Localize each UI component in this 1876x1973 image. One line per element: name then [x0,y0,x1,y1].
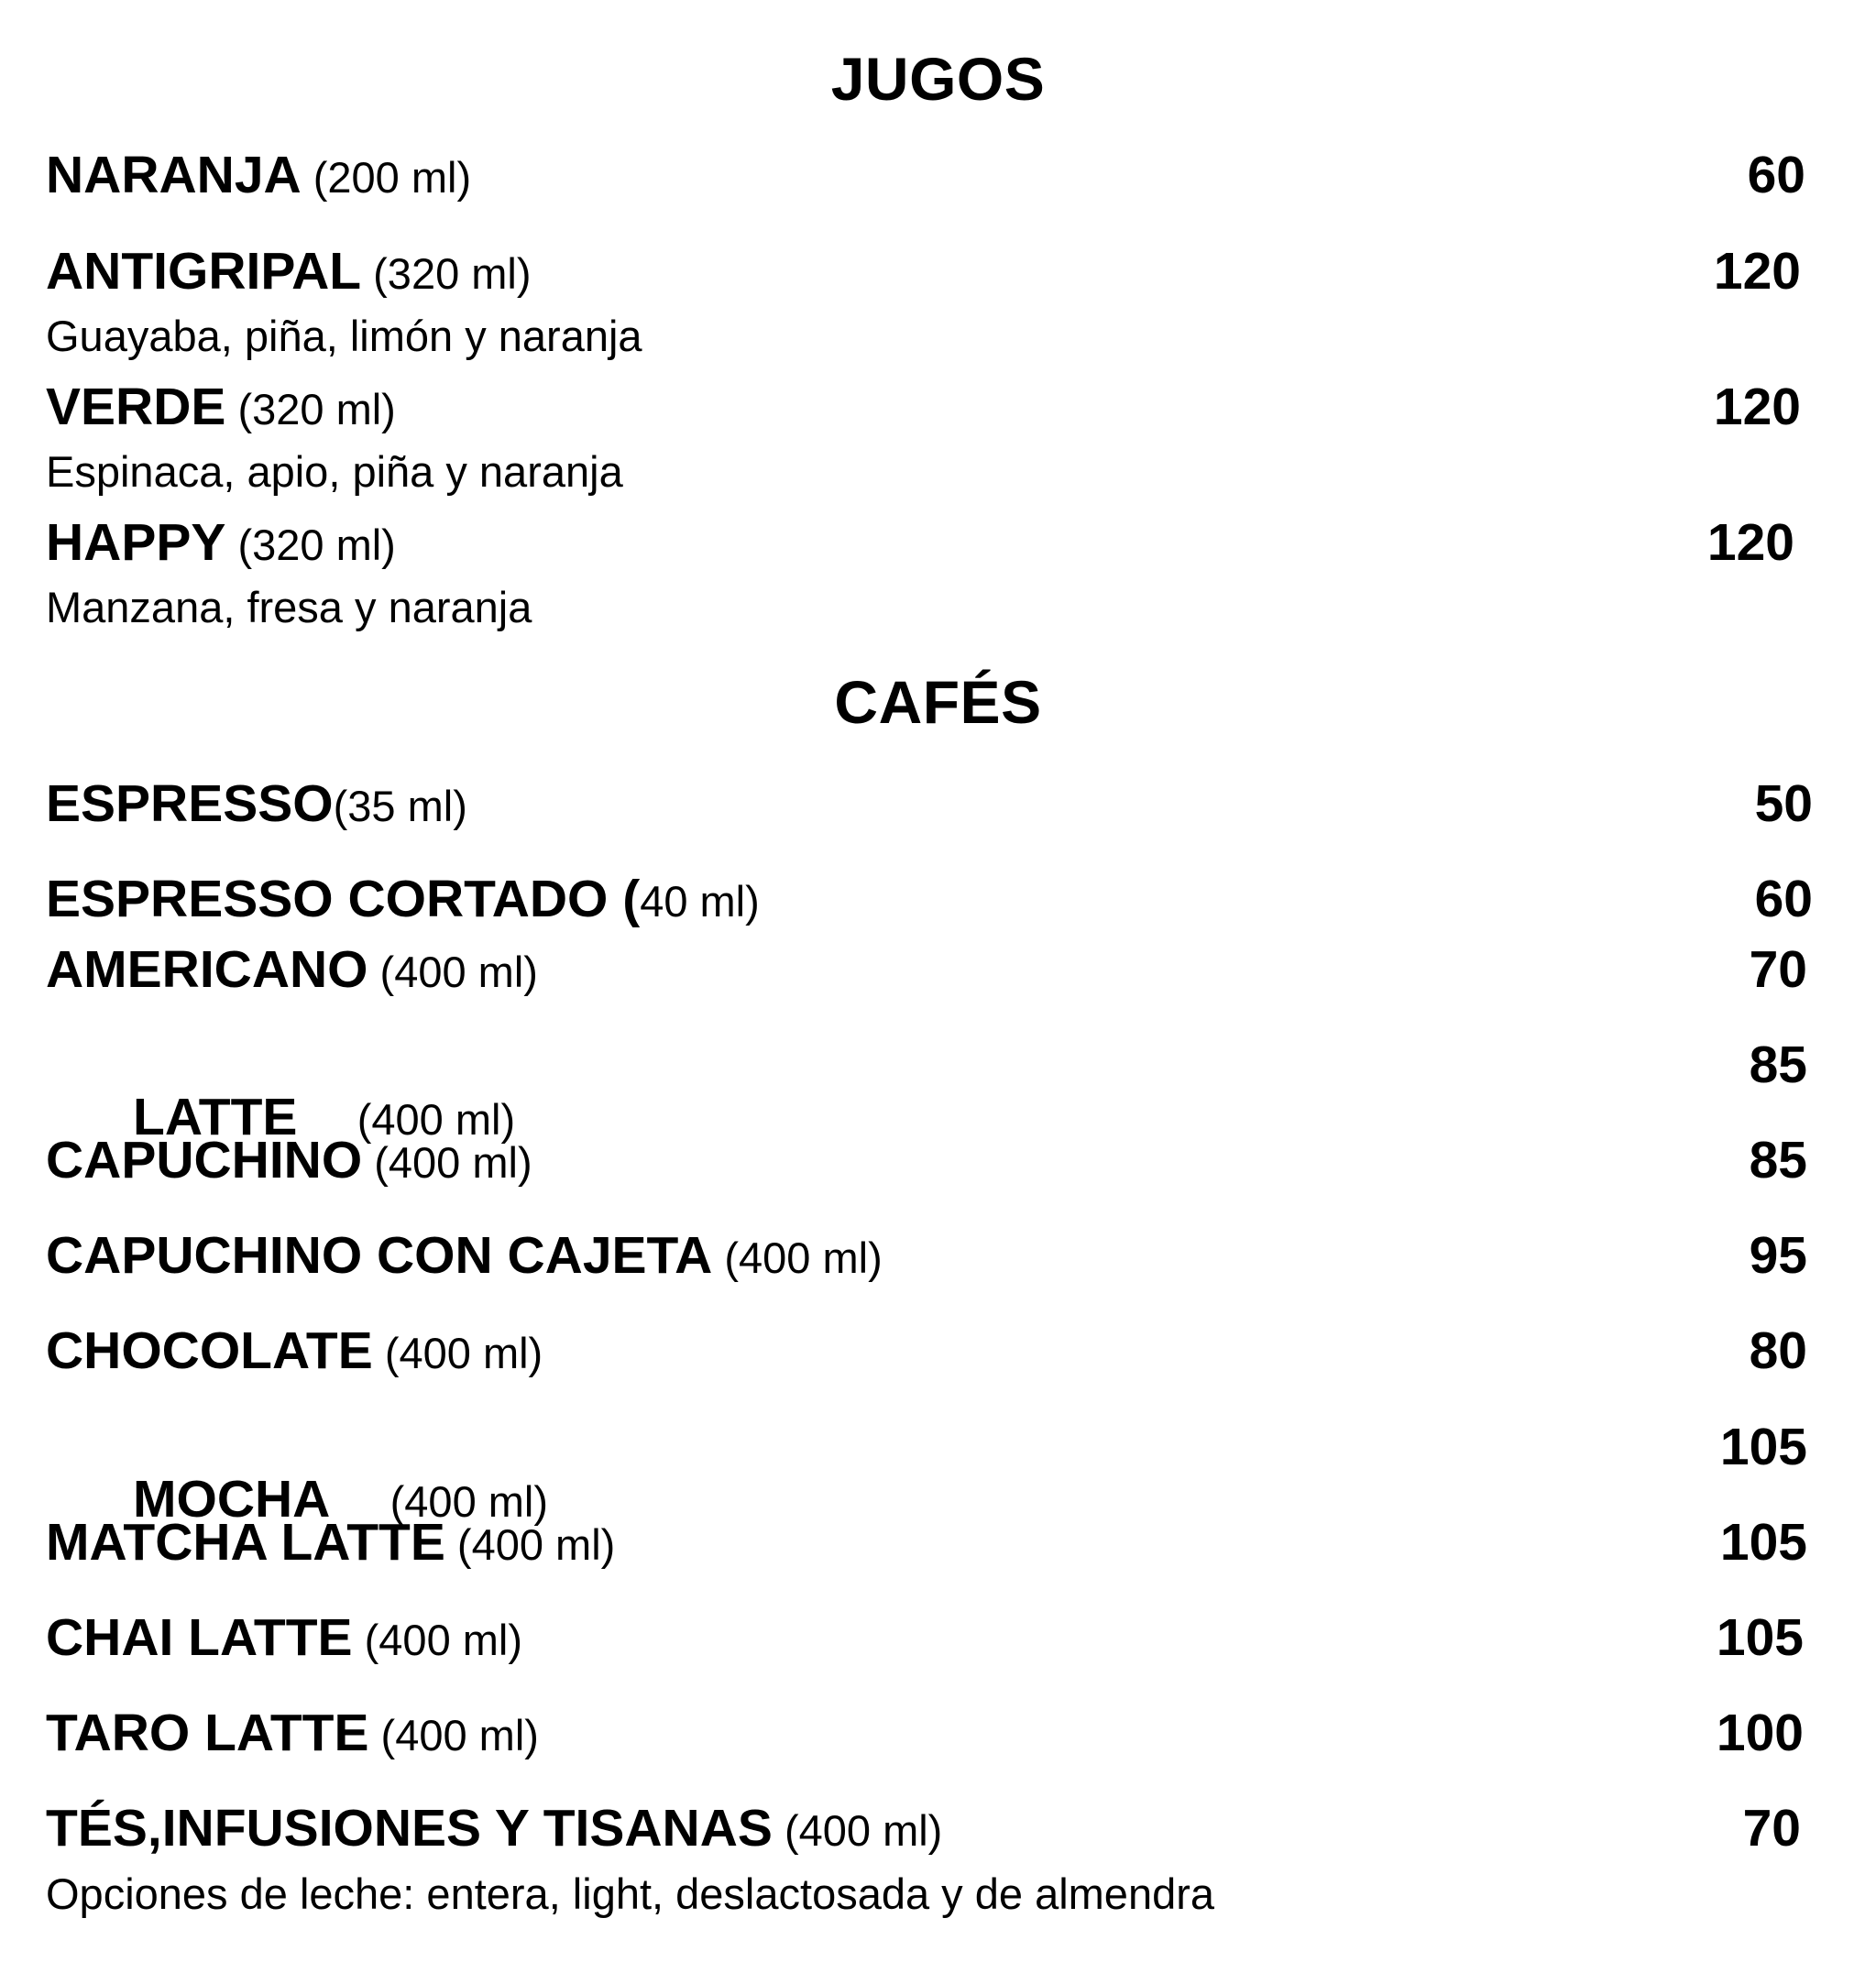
item-size: (320 ml) [361,249,532,298]
item-price: 95 [1749,1226,1807,1285]
item-name: ANTIGRIPAL [46,242,362,301]
item-size: (320 ml) [225,385,396,433]
item-size: (400 ml) [444,1520,616,1569]
item-size: (400 ml) [372,1329,543,1377]
menu-item-antigripal [46,242,1833,319]
menu-item-capuchino-con-cajeta [46,1226,1833,1303]
item-size: (400 ml) [352,1616,523,1664]
menu-item-verde [46,378,1833,455]
item-price: 50 [1754,774,1813,833]
item-name: CAPUCHINO CON CAJETA [46,1226,713,1285]
item-price: 60 [1747,146,1805,204]
item-name: TÉS,INFUSIONES Y TISANAS [46,1799,773,1858]
menu-item-chocolate [46,1321,1833,1398]
item-size: (400 ml) [330,1477,549,1526]
milk-options-note: Opciones de leche: entera, light, deslactosada y de almendra [46,1869,1215,1918]
item-name: AMERICANO [46,940,368,999]
menu-item-espresso-cortado [46,870,1833,947]
menu-item-taro-latte [46,1704,1833,1781]
menu-item-happy [46,513,1833,590]
item-size: (400 ml) [368,1711,539,1759]
menu-item-mocha [46,1418,1833,1529]
section-title-jugos: JUGOS [830,45,1046,113]
item-name: MOCHA [133,1470,331,1529]
item-size: 40 ml) [640,877,760,926]
item-size: (400 ml) [712,1233,883,1282]
menu-item-latte [46,1036,1833,1146]
item-description: Manzana, fresa y naranja [46,583,532,631]
item-price: 85 [1749,1131,1807,1189]
item-size: (400 ml) [362,1138,532,1187]
item-price: 120 [1713,242,1801,301]
item-size: (35 ml) [333,782,467,830]
item-name: ESPRESSO [46,774,334,833]
menu-item-espresso [46,774,1833,851]
item-size: (200 ml) [301,153,472,202]
item-price: 105 [1719,1418,1807,1476]
item-name: CHOCOLATE [46,1321,373,1380]
item-name: NARANJA [46,146,302,204]
menu-item-naranja [46,146,1833,223]
menu-item-chai-latte [46,1608,1833,1685]
section-title-cafes: CAFÉS [834,668,1042,736]
item-size: (400 ml) [297,1095,516,1144]
item-name: TARO LATTE [46,1704,369,1762]
menu-item-americano [46,940,1833,1017]
item-price: 60 [1754,870,1813,928]
item-price: 85 [1749,1036,1807,1094]
menu-item-tes-infusiones-tisanas [46,1799,1833,1876]
item-price: 80 [1749,1321,1807,1380]
menu-item-matcha-latte [46,1513,1833,1590]
item-name: LATTE [133,1088,298,1146]
item-price: 105 [1719,1513,1807,1572]
item-size: (400 ml) [368,948,538,996]
item-price: 70 [1749,940,1807,999]
item-price: 120 [1706,513,1794,572]
item-description: Guayaba, piña, limón y naranja [46,312,642,360]
item-name: CHAI LATTE [46,1608,353,1667]
item-price: 105 [1716,1608,1804,1667]
item-size: (320 ml) [225,521,396,569]
item-name: VERDE [46,378,226,436]
item-price: 100 [1716,1704,1804,1762]
item-price: 70 [1742,1799,1801,1858]
item-description: Espinaca, apio, piña y naranja [46,447,623,496]
menu-item-capuchino [46,1131,1833,1208]
item-name: MATCHA LATTE [46,1513,445,1572]
item-price: 120 [1713,378,1801,436]
item-name: ESPRESSO CORTADO ( [46,870,641,928]
item-size: (400 ml) [772,1806,943,1855]
item-name: CAPUCHINO [46,1131,363,1189]
item-name: HAPPY [46,513,226,572]
